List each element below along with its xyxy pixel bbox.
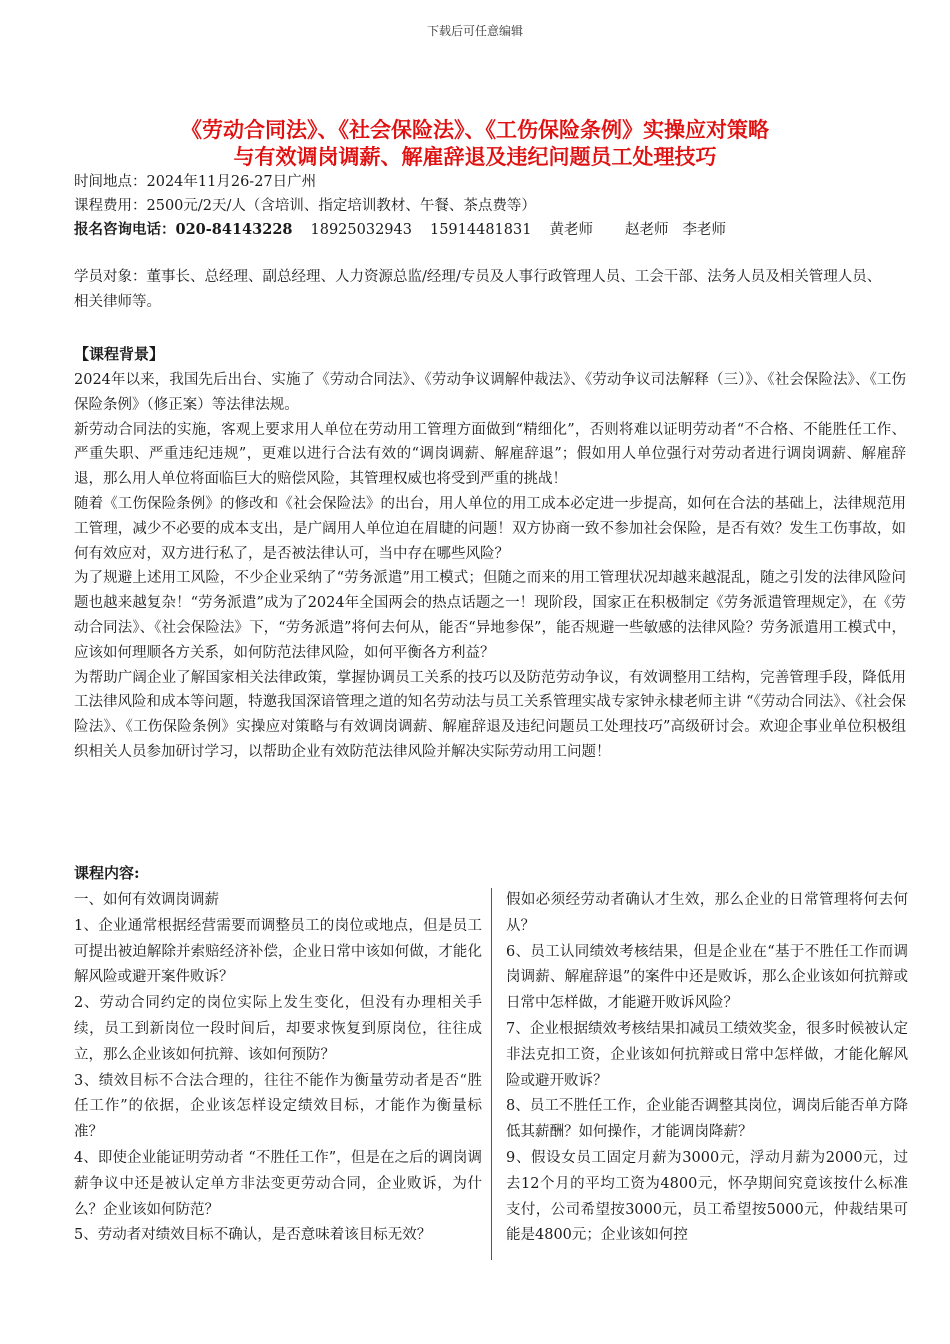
background-heading: 【课程背景】	[74, 345, 165, 363]
teacher-1: 黄老师	[549, 222, 593, 238]
background-paragraph: 2024年以来，我国先后出台、实施了《劳动合同法》、《劳动争议调解仲裁法》、《劳动争议司法解释（三）》、《社会保险法》、《工伤保险条例》（修正案）等法律法规。	[74, 372, 906, 413]
content-left-column	[74, 888, 482, 1249]
background-paragraph: 新劳动合同法的实施，客观上要求用人单位在劳动用工管理方面做到“精细化”，否则将难以证明劳动者“不合格、不能胜任工作、严重失职、严重违纪违规”，更难以进行合法有效的“调岗调薪、解雇辞退”；假如用人单位强行对劳动者进行调岗调薪、解雇辞退，那么用人单位将面临巨大的赔偿风险，其管理权威也将受到严重的挑战！	[74, 421, 906, 488]
content-right-column	[506, 888, 908, 1249]
content-item: 7、企业根据绩效考核结果扣减员工绩效奖金，很多时候被认定非法克扣工资，企业该如何抗辩或日常中怎样做，才能化解风险或避开败诉？	[506, 1020, 908, 1089]
teacher-3: 李老师	[682, 222, 726, 238]
background-paragraph: 随着《工伤保险条例》的修改和《社会保险法》的出台，用人单位的用工成本必定进一步提高，如何在合法的基础上，法律规范用工管理，减少不必要的成本支出，是广阔用人单位迫在眉睫的问题！双方协商一致不参加社会保险，是否有效？发生工伤事故，如何有效应对，双方进行私了，是否被法律认可，当中存在哪些风险？	[74, 495, 906, 562]
document-title	[0, 116, 950, 170]
content-heading: 课程内容:	[74, 864, 140, 882]
teacher-2: 赵老师	[624, 222, 669, 238]
audience: 学员对象：董事长、总经理、副总经理、人力资源总监/经理/专员及人事行政管理人员、工会干部、法务人员及相关管理人员、相关律师等。	[74, 269, 882, 310]
background-paragraph: 为了规避上述用工风险，不少企业采纳了“劳务派遣”用工模式；但随之而来的用工管理状况却越来越混乱，随之引发的法律风险问题也越来越复杂！“劳务派遣”成为了2024年全国两会的热点话题之一！现阶段，国家正在积极制定《劳务派遣管理规定》，在《劳动合同法》、《社会保险法》下，“劳务派遣”将何去何从，能否“异地参保”，能否规避一些敏感的法律风险？劳务派遣用工模式中，应该如何理顺各方关系，如何防范法律风险，如何平衡各方利益？	[74, 570, 906, 661]
content-item: 5、劳动者对绩效目标不确认，是否意味着该目标无效？	[74, 1227, 432, 1244]
content-item: 4、即使企业能证明劳动者 “不胜任工作”，但是在之后的调岗调薪争议中还是被认定单方非法变更劳动合同，企业败诉，为什么？企业该如何防范？	[74, 1149, 482, 1218]
content-item: 假如必须经劳动者确认才生效，那么企业的日常管理将何去何从？	[506, 892, 908, 934]
content-item: 一、如何有效调岗调薪	[74, 892, 219, 908]
content-item: 1、企业通常根据经营需要而调整员工的岗位或地点，但是员工可提出被迫解除并索赔经济补偿，企业日常中该如何做，才能化解风险或避开案件败诉？	[74, 917, 482, 986]
background-paragraph: 为帮助广阔企业了解国家相关法律政策，掌握协调员工关系的技巧以及防范劳动争议，有效调整用工结构，完善管理手段，降低用工法律风险和成本等问题，特邀我国深谙管理之道的知名劳动法与员工关系管理实战专家钟永棣老师主讲 “《劳动合同法》、《社会保险法》、《工伤保险条例》实操应对策略与有效调岗调薪、解雇辞退及违纪问题员工处理技巧”高级研讨会。欢迎企事业单位积极组织相关人员参加研讨学习，以帮助企业有效防范法律风险并解决实际劳动用工问题！	[74, 669, 906, 760]
contact-label: 报名咨询电话：020-84143228	[74, 221, 293, 238]
header-note: 下载后可任意编辑	[426, 24, 523, 38]
course-fee: 课程费用：2500元/2天/人（含培训、指定培训教材、午餐、茶点费等）	[74, 198, 536, 214]
background-body	[74, 368, 906, 765]
content-item: 6、员工认同绩效考核结果，但是企业在“基于不胜任工作而调岗调薪、解雇辞退”的案件中还是败诉，那么企业该如何抗辩或日常中怎样做，才能避开败诉风险？	[506, 943, 908, 1012]
phone-2: 18925032943	[310, 222, 412, 238]
time-place: 时间地点：2024年11月26-27日广州	[74, 174, 317, 190]
title-line-2: 与有效调岗调薪、解雇辞退及违纪问题员工处理技巧	[233, 144, 717, 169]
phone-3: 15914481831	[429, 222, 532, 238]
contact-line	[74, 218, 894, 242]
title-line-1: 《劳动合同法》、《社会保险法》、《工伤保险条例》实操应对策略	[181, 117, 769, 142]
content-item: 9、假设女员工固定月薪为3000元，浮动月薪为2000元，过去12个月的平均工资为4800元，怀孕期间究竟该按什么标准支付，公司希望按3000元，员工希望按5000元，仲裁结果可能是4800元；企业该如何控	[506, 1149, 908, 1244]
content-item: 2、劳动合同约定的岗位实际上发生变化，但没有办理相关手续，员工到新岗位一段时间后，却要求恢复到原岗位，往往成立，那么企业该如何抗辩、该如何预防？	[74, 995, 482, 1063]
content-item: 8、员工不胜任工作，企业能否调整其岗位，调岗后能否单方降低其薪酬？如何操作，才能调岗降薪？	[506, 1098, 908, 1141]
column-divider	[491, 888, 492, 1260]
content-item: 3、绩效目标不合法合理的，往往不能作为衡量劳动者是否“胜任工作”的依据，企业该怎样设定绩效目标，才能作为衡量标准？	[74, 1072, 482, 1141]
